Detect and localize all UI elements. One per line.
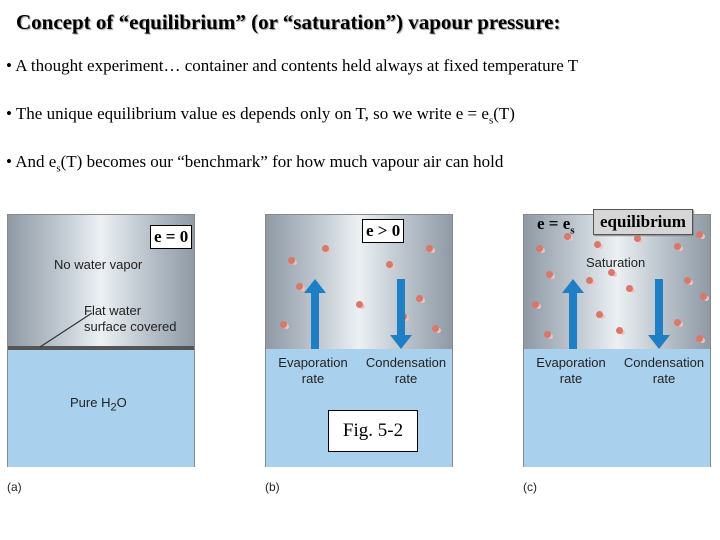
vapor-molecule bbox=[296, 283, 303, 290]
evaporation-rate-label: Evaporation rate bbox=[536, 355, 606, 386]
condensation-arrow bbox=[390, 279, 412, 349]
vapor-molecule bbox=[288, 257, 295, 264]
vapor-molecule bbox=[546, 271, 553, 278]
panel-a-letter: (a) bbox=[7, 480, 22, 494]
vapor-molecule bbox=[432, 325, 439, 332]
pure-water-label: Pure $H_2O$ bbox=[70, 395, 127, 414]
panel-b-e-label: e > 0 bbox=[362, 219, 404, 243]
vapor-molecule bbox=[634, 235, 641, 242]
panel-a-e-label: e = 0 bbox=[150, 225, 192, 249]
vapor-molecule bbox=[426, 245, 433, 252]
vapor-molecule bbox=[616, 327, 623, 334]
vapor-molecule bbox=[544, 331, 551, 338]
condensation-rate-label: Condensation rate bbox=[365, 355, 447, 386]
vapor-molecule bbox=[356, 301, 363, 308]
panel-b-air bbox=[266, 215, 452, 349]
flat-surface-label: Flat water surface covered bbox=[84, 303, 177, 334]
equilibrium-label: equilibrium bbox=[593, 209, 693, 235]
condensation-rate-label: Condensation rate bbox=[623, 355, 705, 386]
vapor-molecule bbox=[532, 301, 539, 308]
bullet-thought-experiment: • A thought experiment… container and contents held always at fixed temperature T bbox=[6, 56, 579, 75]
panel-c-e-label: $e = e_s$ bbox=[537, 214, 575, 237]
vapor-molecule bbox=[416, 295, 423, 302]
vapor-molecule bbox=[596, 311, 603, 318]
evaporation-arrow bbox=[562, 279, 584, 349]
bullet-unique-equilibrium: • The unique equilibrium value es depends only on T, so we write $e = e_s(T)$ bbox=[6, 104, 515, 127]
vapor-molecule bbox=[586, 277, 593, 284]
condensation-arrow bbox=[648, 279, 670, 349]
vapor-molecule bbox=[684, 277, 691, 284]
vapor-molecule bbox=[700, 293, 707, 300]
evaporation-arrow bbox=[304, 279, 326, 349]
vapor-molecule bbox=[674, 243, 681, 250]
vapor-molecule bbox=[386, 261, 393, 268]
figure-caption: Fig. 5-2 bbox=[328, 410, 418, 452]
vapor-molecule bbox=[322, 245, 329, 252]
bullet-benchmark: • And $e_s(T)$ becomes our “benchmark” for how much vapour air can hold bbox=[6, 152, 504, 175]
vapor-molecule bbox=[696, 231, 703, 238]
slide-title: Concept of “equilibrium” (or “saturation”) vapour pressure: bbox=[16, 10, 561, 34]
vapor-molecule bbox=[594, 241, 601, 248]
vapor-molecule bbox=[696, 335, 703, 342]
no-vapor-label: No water vapor bbox=[54, 257, 143, 272]
saturation-label: Saturation bbox=[586, 255, 646, 270]
panel-b-letter: (b) bbox=[265, 480, 280, 494]
vapor-molecule bbox=[626, 285, 633, 292]
vapor-molecule bbox=[280, 321, 287, 328]
vapor-molecule bbox=[536, 245, 543, 252]
evaporation-rate-label: Evaporation rate bbox=[278, 355, 348, 386]
panel-a-container bbox=[7, 214, 195, 467]
vapor-molecule bbox=[674, 319, 681, 326]
panel-c-letter: (c) bbox=[523, 480, 537, 494]
panel-c-container bbox=[523, 214, 711, 467]
